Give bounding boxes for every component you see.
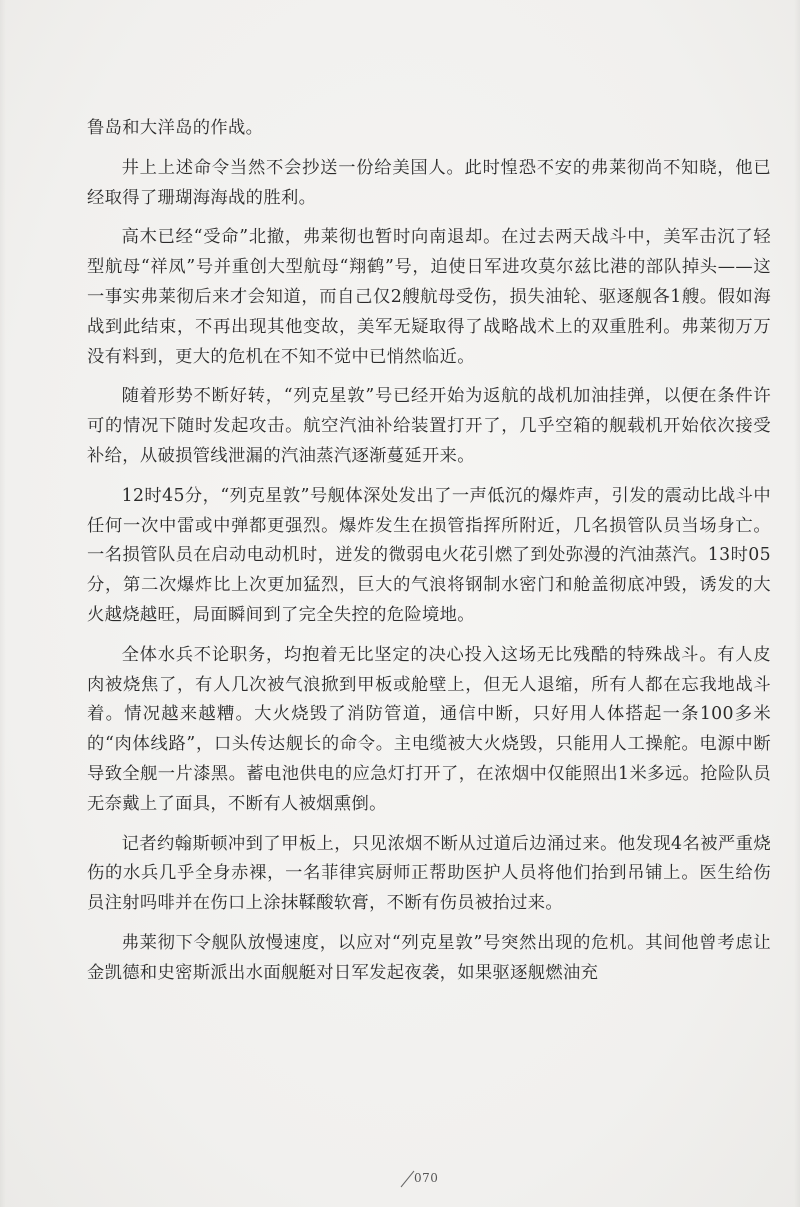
paragraph: 记者约翰斯顿冲到了甲板上，只见浓烟不断从过道后边涌过来。他发现4名被严重烧伤的水兵几乎全身赤裸，一名菲律宾厨师正帮助医护人员将他们抬到吊铺上。医生给伤员注射吗啡并在伤口上涂抹鞣酸软膏，不断有伤员被抬过来。 xyxy=(87,833,771,914)
scan-shadow-left xyxy=(0,0,6,1207)
paragraph-continued: 鲁岛和大洋岛的作战。 xyxy=(87,118,264,138)
paragraph: 12时45分，“列克星敦”号舰体深处发出了一声低沉的爆炸声，引发的震动比战斗中任何一次中雷或中弹都更强烈。爆炸发生在损管指挥所附近，几名损管队员当场身亡。一名损管队员在启动电动机时，迸发的微弱电火花引燃了到处弥漫的汽油蒸汽。13时05分，第二次爆炸比上次更加猛烈，巨大的气浪将钢制水密门和舱盖彻底冲毁，诱发的大火越烧越旺，局面瞬间到了完全失控的危险境地。 xyxy=(87,485,771,625)
paragraph: 弗莱彻下令舰队放慢速度，以应对“列克星敦”号突然出现的危机。其间他曾考虑让金凯德和史密斯派出水面舰艇对日军发起夜袭，如果驱逐舰燃油充 xyxy=(87,932,771,983)
body-text xyxy=(87,114,771,999)
paragraph: 随着形势不断好转，“列克星敦”号已经开始为返航的战机加油挂弹，以便在条件许可的情况下随时发起攻击。航空汽油补给装置打开了，几乎空箱的舰载机开始依次接受补给，从破损管线泄漏的汽油蒸汽逐渐蔓延开来。 xyxy=(87,386,771,466)
paragraph: 高木已经“受命”北撤，弗莱彻也暂时向南退却。在过去两天战斗中，美军击沉了轻型航母“祥凤”号并重创大型航母“翔鹤”号，迫使日军进攻莫尔兹比港的部队掉头——这一事实弗莱彻后来才会知道，而自己仅2艘航母受伤，损失油轮、驱逐舰各1艘。假如海战到此结束，不再出现其他变故，美军无疑取得了战略战术上的双重胜利。弗莱彻万万没有料到，更大的危机在不知不觉中已悄然临近。 xyxy=(87,227,771,367)
paragraph: 全体水兵不论职务，均抱着无比坚定的决心投入这场无比残酷的特殊战斗。有人皮肉被烧焦了，有人几次被气浪掀到甲板或舱壁上，但无人退缩，所有人都在忘我地战斗着。情况越来越糟。大火烧毁了消防管道，通信中断，只好用人体搭起一条100多米的“肉体线路”，口头传达舰长的命令。主电缆被大火烧毁，只能用人工操舵。电源中断导致全舰一片漆黑。蓄电池供电的应急灯打开了，在浓烟中仅能照出1米多远。抢险队员无奈戴上了面具，不断有人被烟熏倒。 xyxy=(87,644,771,814)
scan-shadow-right xyxy=(794,0,800,1207)
page-number: 070 xyxy=(414,1171,439,1185)
paragraph: 井上上述命令当然不会抄送一份给美国人。此时惶恐不安的弗莱彻尚不知晓，他已经取得了珊瑚海海战的胜利。 xyxy=(87,157,771,208)
page-footer xyxy=(0,1163,800,1193)
